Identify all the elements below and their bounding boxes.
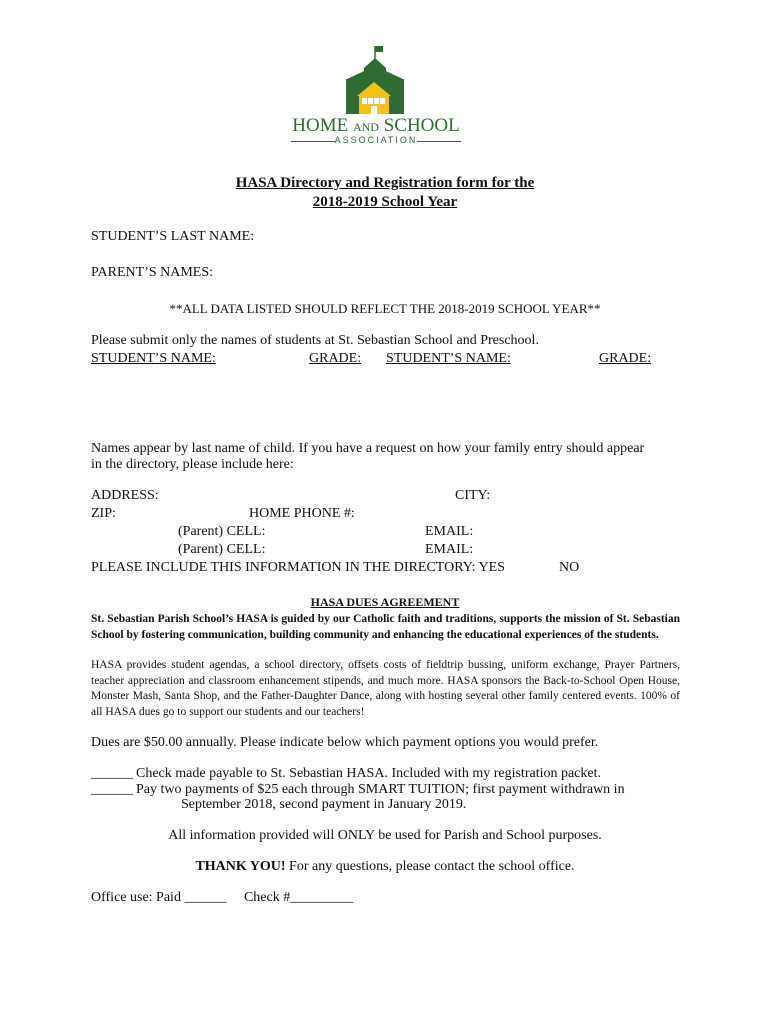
form-title-line1: HASA Directory and Registration form for the: [235, 175, 535, 191]
directory-request-input[interactable]: [91, 472, 676, 486]
email-input[interactable]: [475, 541, 676, 555]
form-title-line2: 2018-2019 School Year: [312, 194, 458, 210]
home-phone-label: HOME PHONE #:: [249, 506, 355, 521]
parent-cell-label: (Parent) CELL:: [178, 542, 266, 557]
parent-cell-label: (Parent) CELL:: [178, 524, 266, 539]
email-label: EMAIL:: [425, 542, 474, 557]
dues-amount-line: Dues are $50.00 annually. Please indicate below which payment options you would prefer.: [91, 735, 599, 750]
include-in-directory-label: PLEASE INCLUDE THIS INFORMATION IN THE DIRECTORY: YES: [91, 560, 505, 575]
grade-input[interactable]: [599, 368, 650, 382]
logo-and-text: AND: [352, 120, 379, 134]
contact-office-text: For any questions, please contact the school office.: [285, 859, 575, 874]
parents-names-input[interactable]: [216, 264, 639, 278]
include-yes-input[interactable]: [504, 559, 554, 573]
privacy-statement: All information provided will ONLY be used for Parish and School purposes.: [168, 828, 602, 843]
option-smart-tuition-blank[interactable]: ______: [91, 782, 133, 797]
dues-provides-paragraph: HASA provides student agendas, a school directory, offsets costs of fieldtrip bussing, uniform exchange, Prayer Partners, teacher appreciation and classroom enhancement stipends, and much more. HASA sponsors the Back-to-School Open House, Monster Mash, Santa Shop, and the Father-Daughter Dance, along with hosting several other family centered events. 100% of all HASA dues go to support our students and our teachers!: [91, 659, 680, 718]
grade-input[interactable]: [599, 387, 650, 401]
grade-input[interactable]: [309, 387, 360, 401]
logo-rule-left: [291, 141, 335, 142]
logo-school-text: SCHOOL: [383, 115, 460, 136]
home-phone-input[interactable]: [359, 505, 529, 519]
parents-names-label: PARENT’S NAMES:: [91, 265, 214, 280]
student-name-input[interactable]: [91, 368, 302, 382]
city-input[interactable]: [492, 487, 676, 501]
thank-you-text: THANK YOU!: [195, 859, 286, 874]
names-note-line1: Names appear by last name of child. If you have a request on how your family entry should appear: [91, 441, 645, 456]
submit-note: Please submit only the names of students at St. Sebastian School and Preschool.: [91, 333, 539, 348]
address-label: ADDRESS:: [91, 488, 159, 503]
option-check-text: Check made payable to St. Sebastian HASA. Included with my registration packet.: [136, 766, 602, 781]
option-smart-tuition-text-line2: September 2018, second payment in January 2019.: [181, 797, 467, 812]
logo-association-text: ASSOCIATION: [334, 135, 418, 145]
office-use-line: Office use: Paid ______ Check #_________: [91, 890, 354, 905]
grade-header-right: GRADE:: [599, 351, 652, 366]
grade-input[interactable]: [599, 405, 650, 419]
parent-name-input[interactable]: [91, 523, 173, 537]
address-input[interactable]: [160, 487, 451, 501]
grade-input[interactable]: [309, 405, 360, 419]
student-name-input[interactable]: [91, 405, 302, 419]
option-smart-tuition-text-line1: Pay two payments of $25 each through SMART TUITION; first payment withdrawn in: [136, 782, 625, 797]
grade-input[interactable]: [309, 368, 360, 382]
hasa-logo: [285, 44, 467, 148]
student-last-name-label: STUDENT’S LAST NAME:: [91, 229, 255, 244]
dues-agreement-heading: HASA DUES AGREEMENT: [310, 595, 460, 609]
city-label: CITY:: [455, 488, 491, 503]
student-last-name-input[interactable]: [253, 228, 639, 242]
parent-name-input[interactable]: [91, 541, 173, 555]
student-name-input[interactable]: [386, 387, 591, 401]
email-label: EMAIL:: [425, 524, 474, 539]
dues-mission-paragraph: St. Sebastian Parish School’s HASA is guided by our Catholic faith and traditions, supports the mission of St. Sebastian School by fostering communication, building community and enhancing the educational experiences of the students.: [91, 613, 680, 641]
include-no-input[interactable]: [579, 559, 629, 573]
student-name-header-left: STUDENT’S NAME:: [91, 351, 216, 366]
option-check-blank[interactable]: ______: [91, 766, 133, 781]
zip-input[interactable]: [119, 505, 247, 519]
parent-cell-input[interactable]: [275, 541, 422, 555]
logo-home-text: HOME: [292, 115, 349, 136]
grade-header-left: GRADE:: [309, 351, 362, 366]
names-note-line2: in the directory, please include here:: [91, 457, 294, 472]
zip-label: ZIP:: [91, 506, 116, 521]
student-name-input[interactable]: [386, 405, 591, 419]
school-year-notice: **ALL DATA LISTED SHOULD REFLECT THE 2018-2019 SCHOOL YEAR**: [169, 301, 601, 316]
logo-rule-right: [417, 141, 461, 142]
email-input[interactable]: [475, 523, 676, 537]
include-no-label: NO: [559, 560, 580, 575]
student-name-input[interactable]: [386, 368, 591, 382]
student-name-header-right: STUDENT’S NAME:: [386, 351, 511, 366]
parent-cell-input[interactable]: [275, 523, 422, 537]
thank-you-line: [0, 859, 770, 875]
schoolhouse-icon: [285, 44, 467, 116]
student-name-input[interactable]: [91, 387, 302, 401]
